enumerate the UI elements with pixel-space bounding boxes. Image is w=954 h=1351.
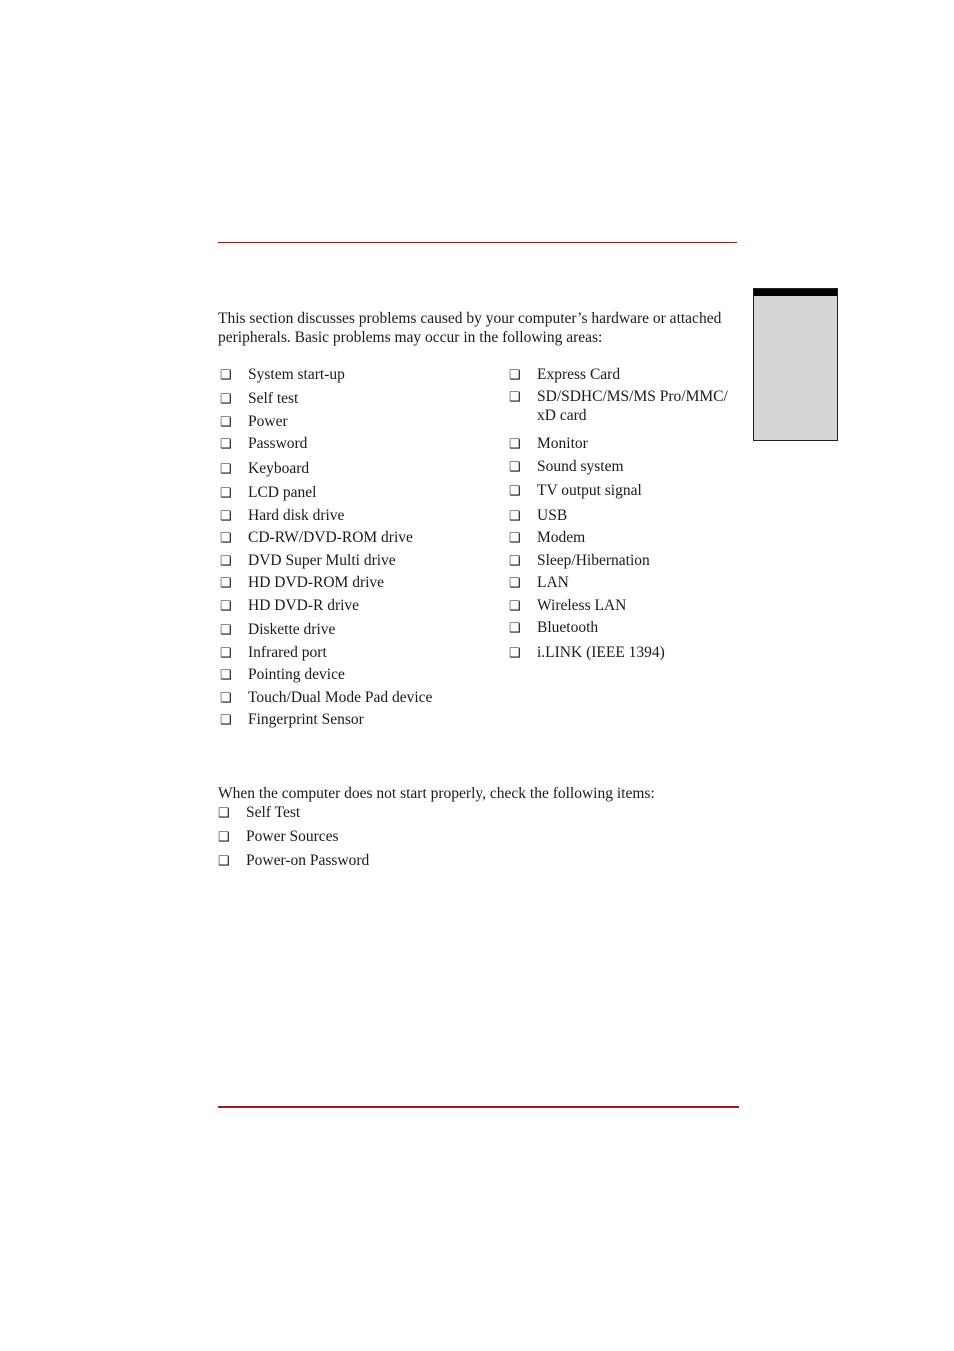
checkbox-bullet-icon: ❑	[509, 389, 521, 404]
checkbox-bullet-icon: ❑	[220, 508, 232, 523]
right-list-item-label: Express Card	[537, 366, 621, 383]
checkbox-bullet-icon: ❑	[220, 690, 232, 705]
checkbox-bullet-icon: ❑	[509, 367, 521, 382]
chapter-tab-bar	[754, 289, 837, 296]
checkbox-bullet-icon: ❑	[220, 485, 232, 500]
checkbox-bullet-icon: ❑	[220, 667, 232, 682]
checkbox-bullet-icon: ❑	[509, 598, 521, 613]
left-list-item-label: Diskette drive	[248, 621, 336, 638]
intro-paragraph: This section discusses problems caused by your computer’s hardware or attached peripherals. Basic problems may occur in the following areas:	[218, 310, 722, 346]
checkbox-bullet-icon: ❑	[509, 483, 521, 498]
checkbox-bullet-icon: ❑	[509, 575, 521, 590]
startup-list-item-label: Power-on Password	[246, 852, 370, 869]
checkbox-bullet-icon: ❑	[509, 508, 521, 523]
checkbox-bullet-icon: ❑	[220, 461, 232, 476]
left-list-item-label: Keyboard	[248, 460, 310, 477]
right-list-item-label: Monitor	[537, 435, 588, 452]
left-list-item-label: Infrared port	[248, 644, 327, 661]
right-list-item-label: Sleep/Hibernation	[537, 552, 650, 569]
checkbox-bullet-icon: ❑	[220, 575, 232, 590]
right-list-item-label: Bluetooth	[537, 619, 599, 636]
left-list-item-label: Fingerprint Sensor	[248, 711, 364, 728]
left-list-item-label: Self test	[248, 390, 299, 407]
checkbox-bullet-icon: ❑	[220, 598, 232, 613]
checkbox-bullet-icon: ❑	[220, 645, 232, 660]
checkbox-bullet-icon: ❑	[218, 853, 230, 868]
checkbox-bullet-icon: ❑	[509, 459, 521, 474]
startup-list-item-label: Power Sources	[246, 828, 339, 845]
checkbox-bullet-icon: ❑	[220, 553, 232, 568]
left-list-item-label: Touch/Dual Mode Pad device	[248, 689, 433, 706]
left-list-item-label: Pointing device	[248, 666, 345, 683]
left-list-item-label: LCD panel	[248, 484, 317, 501]
checkbox-bullet-icon: ❑	[220, 414, 232, 429]
checkbox-bullet-icon: ❑	[220, 530, 232, 545]
startup-list-item-label: Self Test	[246, 804, 301, 821]
checkbox-bullet-icon: ❑	[509, 645, 521, 660]
checkbox-bullet-icon: ❑	[220, 712, 232, 727]
right-list-item-label: LAN	[537, 574, 569, 591]
left-list-item-label: Hard disk drive	[248, 507, 345, 524]
right-list-item-label: xD card	[537, 407, 587, 424]
left-list-item-label: Power	[248, 413, 288, 430]
checkbox-bullet-icon: ❑	[220, 436, 232, 451]
checkbox-bullet-icon: ❑	[218, 829, 230, 844]
right-list-item-label: SD/SDHC/MS/MS Pro/MMC/	[537, 388, 728, 405]
right-list-item-label: TV output signal	[537, 482, 642, 499]
left-list-item-label: HD DVD-ROM drive	[248, 574, 385, 591]
left-list-item-label: HD DVD-R drive	[248, 597, 360, 614]
left-list-item-label: System start-up	[248, 366, 345, 383]
right-list-item-label: USB	[537, 507, 568, 524]
right-list-item-label: Wireless LAN	[537, 597, 627, 614]
checkbox-bullet-icon: ❑	[509, 620, 521, 635]
checkbox-bullet-icon: ❑	[218, 805, 230, 820]
left-list-item-label: CD-RW/DVD-ROM drive	[248, 529, 413, 546]
left-list-item-label: Password	[248, 435, 308, 452]
right-list-item-label: Modem	[537, 529, 586, 546]
checkbox-bullet-icon: ❑	[220, 622, 232, 637]
checkbox-bullet-icon: ❑	[220, 391, 232, 406]
checkbox-bullet-icon: ❑	[509, 436, 521, 451]
checkbox-bullet-icon: ❑	[220, 367, 232, 382]
startup-paragraph: When the computer does not start properly, check the following items:	[218, 785, 655, 802]
header-rule	[218, 242, 737, 243]
chapter-tab	[753, 288, 838, 441]
right-list-item-label: Sound system	[537, 458, 624, 475]
checkbox-bullet-icon: ❑	[509, 530, 521, 545]
checkbox-bullet-icon: ❑	[509, 553, 521, 568]
left-list-item-label: DVD Super Multi drive	[248, 552, 396, 569]
footer-rule	[218, 1106, 739, 1108]
right-list-item-label: i.LINK (IEEE 1394)	[537, 644, 665, 661]
